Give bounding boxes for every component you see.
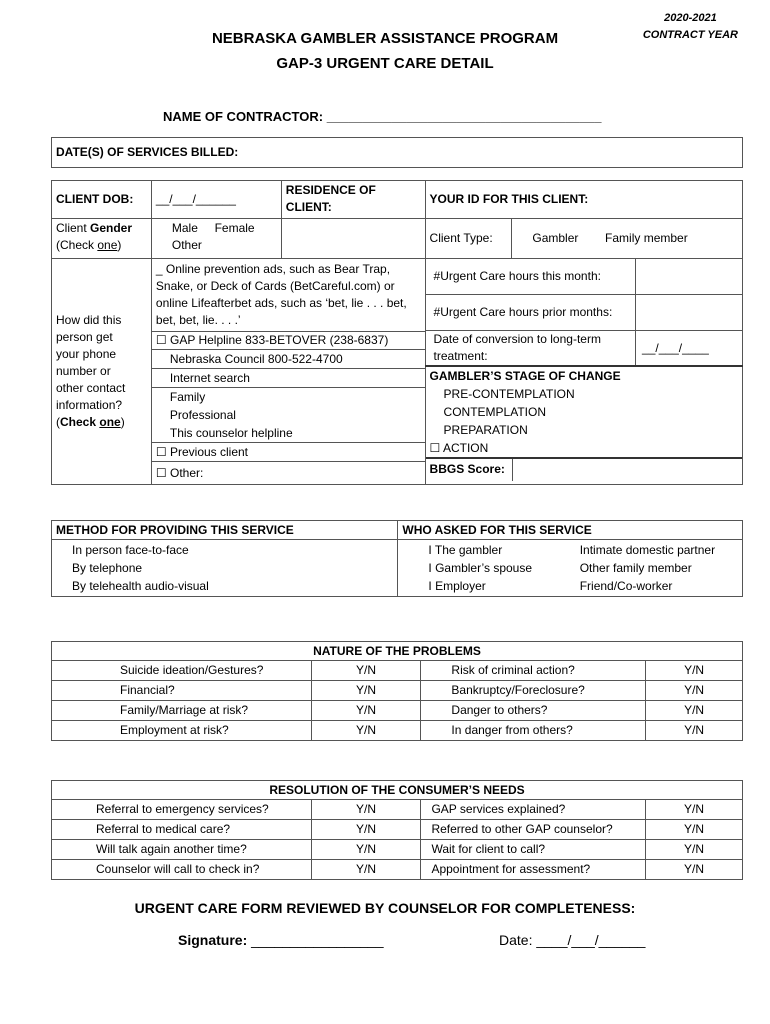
stage-action[interactable]: ☐ ACTION: [426, 439, 742, 459]
form-subtitle: GAP-3 URGENT CARE DETAIL: [276, 55, 494, 72]
form-title: NEBRASKA GAMBLER ASSISTANCE PROGRAM: [211, 30, 559, 47]
hours-labels: [425, 259, 636, 367]
method-header: METHOD FOR PROVIDING THIS SERVICE: [52, 521, 398, 540]
who-options-left: [398, 540, 576, 597]
who-spouse[interactable]: I Gambler’s spouse: [428, 561, 533, 575]
who-friend[interactable]: Friend/Co-worker: [579, 579, 673, 593]
hours-prior-months-label: #Urgent Care hours prior months:: [426, 295, 636, 331]
gender-female-option[interactable]: Female: [214, 221, 255, 235]
signature-label: Signature:: [178, 932, 252, 948]
client-id-field[interactable]: YOUR ID FOR THIS CLIENT:: [425, 181, 742, 219]
resolution-row: Counselor will call to check in? Y/N Appointment for assessment? Y/N: [52, 860, 743, 880]
dates-billed-label[interactable]: DATE(S) OF SERVICES BILLED:: [52, 138, 743, 168]
contact-options: [151, 259, 425, 485]
stage-of-change: [425, 366, 742, 485]
conversion-date-label: Date of conversion to long-term treatment:: [433, 332, 601, 363]
gender-options: [151, 219, 281, 259]
stage-preparation[interactable]: PREPARATION: [443, 423, 528, 437]
who-options-right: [576, 540, 743, 597]
who-partner[interactable]: Intimate domestic partner: [579, 543, 716, 557]
method-telephone[interactable]: By telephone: [72, 561, 143, 575]
who-header: WHO ASKED FOR THIS SERVICE: [398, 521, 743, 540]
who-gambler[interactable]: I The gambler: [428, 543, 503, 557]
contact-option-online-ads[interactable]: _ Online prevention ads, such as Bear Trap, Snake, or Deck of Cards (BetCareful.com) or online Lifeafterbet ads, such as ‘bet, lie . . . bet, bet, bet, lie. . . .’: [152, 259, 425, 332]
client-type-gambler[interactable]: Gambler: [532, 231, 579, 245]
who-other-family[interactable]: Other family member: [579, 561, 692, 575]
bbgs-row: [426, 459, 742, 481]
gender-other-option[interactable]: Other: [171, 238, 202, 252]
resolution-row: Referral to emergency services? Y/N GAP services explained? Y/N: [52, 800, 743, 820]
resolution-row: Referral to medical care? Y/N Referred to other GAP counselor? Y/N: [52, 820, 743, 840]
contact-option-gap-helpline[interactable]: ☐ GAP Helpline 833-BETOVER (238-6837): [152, 332, 425, 350]
contact-option-nebraska-council[interactable]: Nebraska Council 800-522-4700: [152, 350, 425, 369]
method-in-person[interactable]: In person face-to-face: [72, 543, 189, 557]
contract-year: 2020-2021 CONTRACT YEAR: [642, 12, 738, 41]
client-dob-field[interactable]: __/___/______: [151, 181, 281, 219]
client-type-family[interactable]: Family member: [605, 231, 688, 245]
contact-option-internet[interactable]: Internet search: [152, 369, 425, 388]
gender-label: Client Gender (Check one): [52, 219, 152, 259]
bbgs-field[interactable]: [513, 459, 742, 481]
hours-values: [636, 259, 743, 367]
date-line: [499, 932, 645, 948]
client-info-table: [51, 180, 743, 485]
gender-male-option[interactable]: Male: [171, 221, 198, 235]
resolution-row: Will talk again another time? Y/N Wait for client to call? Y/N: [52, 840, 743, 860]
residence-field[interactable]: [281, 219, 425, 259]
nature-row: Suicide ideation/Gestures? Y/N Risk of criminal action? Y/N: [52, 661, 743, 681]
client-type-options: [512, 219, 743, 259]
nature-table: [51, 641, 743, 741]
contractor-name-field[interactable]: NAME OF CONTRACTOR: ______________________________________: [163, 109, 602, 124]
hours-this-month-field[interactable]: [636, 259, 742, 295]
date-field[interactable]: ____/___/______: [536, 932, 646, 948]
conversion-date-field[interactable]: __/___/____: [642, 341, 709, 355]
reviewed-heading: URGENT CARE FORM REVIEWED BY COUNSELOR FOR COMPLETENESS:: [134, 900, 636, 916]
method-who-table: [51, 520, 743, 597]
hours-this-month-label: #Urgent Care hours this month:: [426, 259, 636, 295]
contact-option-professional[interactable]: Professional: [169, 408, 236, 422]
stage-label: GAMBLER’S STAGE OF CHANGE: [429, 369, 621, 383]
who-employer[interactable]: I Employer: [428, 579, 486, 593]
stage-precontemplation[interactable]: PRE-CONTEMPLATION: [443, 387, 575, 401]
contact-question: How did this person get your phone number or other contact information? (Check one): [52, 259, 152, 485]
resolution-header: RESOLUTION OF THE CONSUMER’S NEEDS: [52, 781, 743, 800]
hours-prior-months-field[interactable]: [636, 295, 742, 331]
signature-line: [178, 932, 384, 948]
contact-option-counselor-helpline[interactable]: This counselor helpline: [152, 424, 425, 443]
contact-option-other[interactable]: ☐ Other:: [155, 466, 204, 480]
client-dob-label: CLIENT DOB:: [52, 181, 152, 219]
nature-row: Employment at risk? Y/N In danger from others? Y/N: [52, 721, 743, 741]
stage-contemplation[interactable]: CONTEMPLATION: [443, 405, 546, 419]
contact-option-previous-client[interactable]: ☐ Previous client: [152, 443, 425, 462]
bbgs-label: BBGS Score:: [426, 459, 513, 481]
nature-header: NATURE OF THE PROBLEMS: [52, 642, 743, 661]
method-options: [52, 540, 398, 597]
date-label: Date:: [499, 932, 537, 948]
resolution-table: [51, 780, 743, 880]
residence-label: RESIDENCE OF CLIENT:: [281, 181, 425, 219]
contact-option-family[interactable]: Family: [169, 390, 206, 404]
nature-row: Family/Marriage at risk? Y/N Danger to others? Y/N: [52, 701, 743, 721]
nature-row: Financial? Y/N Bankruptcy/Foreclosure? Y/N: [52, 681, 743, 701]
method-telehealth[interactable]: By telehealth audio-visual: [72, 579, 209, 593]
dates-billed-box: [51, 137, 743, 168]
client-type-label: Client Type:: [425, 219, 512, 259]
signature-field[interactable]: _________________: [251, 932, 384, 948]
